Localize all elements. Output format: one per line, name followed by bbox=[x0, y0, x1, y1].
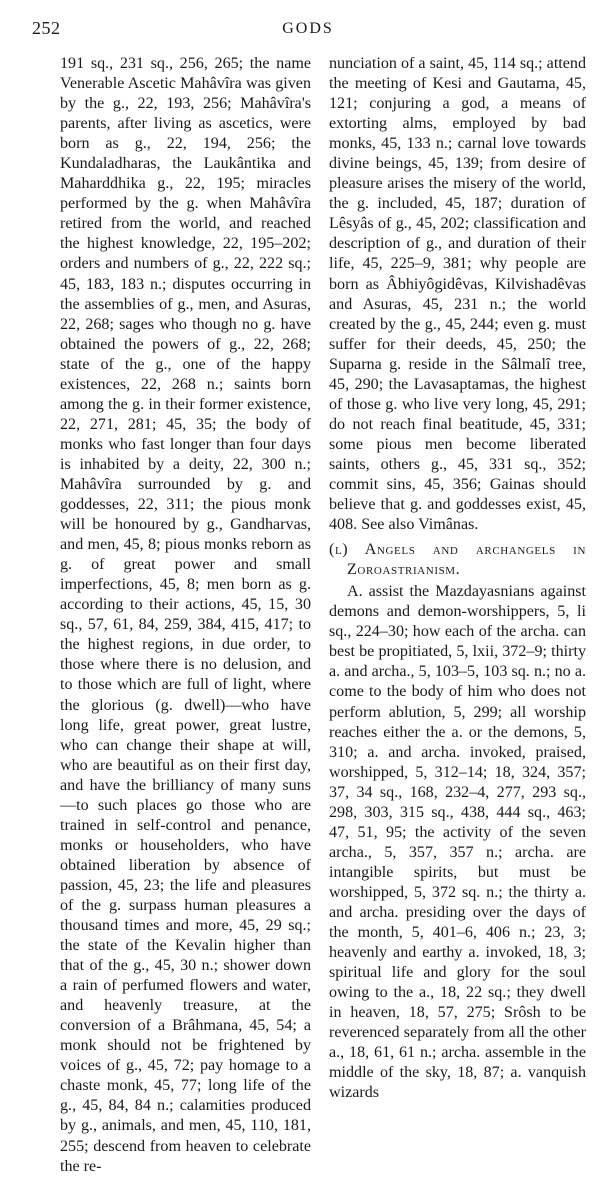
left-column bbox=[60, 54, 311, 1177]
running-title: GODS bbox=[282, 20, 334, 37]
index-entries-right: nunciation of a saint, 45, 114 sq.; attend the meeting of Kesi and Gautama, 45, 121; conjuring a god, a means of extorting alms, employed by bad monks, 45, 133 n.; carnal love towards divine beings, 45, 139; from desire of pleasure arises the misery of the world, the g. included, 45, 187; duration of Lêsyâs of g., 45, 202; classification and description of g., and duration of their life, 45, 225–9, 381; why people are born as Âbhiyôgidêvas, Kilvishadêvas and Asuras, 45, 231 n.; the world created by the g., 45, 244; even g. must suffer for their deeds, 45, 250; the Suparna g. reside in the Sâlmalî tree, 45, 290; the Lavasaptamas, the highest of those g. who live very long, 45, 291; do not reach final beatitude, 45, 331; some pious men become liberated saints, others g., 45, 331 sq., 352; commit sins, 45, 356; Gainas should believe that g. and goddesses exist, 45, 408. See also Vimânas. bbox=[329, 55, 586, 534]
section-entries: A. assist the Mazdayasnians against demons and demon-worshippers, 5, li sq., 224–30; how each of the archa. can best be propitiated, 5, lxii, 372–9; thirty a. and archa., 5, 103–5, 103 sq. n.; no a. come to the body of him who does not perform ablution, 5, 299; all worship reaches either the a. or the demons, 5, 310; a. and archa. invoked, praised, worshipped, 5, 312–14; 18, 324, 357; 37, 34 sq., 168, 232–4, 277, 293 sq., 298, 303, 315 sq., 438, 444 sq., 463; 47, 51, 95; the activity of the seven archa., 5, 357, 357 n.; archa. are intangible spirits, but must be worshipped, 5, 372 sq. n.; the thirty a. and archa. presiding over the days of the month, 5, 401–6, 406 n.; 23, 3; heavenly and earthy a. invoked, 18, 3; spiritual life and glory for the soul owing to the a., 18, 22 sq.; they dwell in heaven, 18, 57, 275; Srôsh to be reverenced separately from all the other a., 18, 61, 61 n.; archa. assemble in the middle of the sky, 18, 87; a. vanquish wizards bbox=[329, 583, 586, 1102]
section-heading: (l) Angels and archangels in Zoroastrianism. bbox=[329, 541, 586, 579]
page-number: 252 bbox=[32, 18, 61, 38]
page-header bbox=[30, 16, 586, 44]
right-column bbox=[329, 54, 586, 1103]
index-entries-left: 191 sq., 231 sq., 256, 265; the name Venerable Ascetic Mahâvîra was given by the g., 22, 193, 256; Mahâvîra's parents, after living as ascetics, were born as g., 22, 194, 256; the Kundaladharas, the Laukântika and Maharddhika g., 22, 195; miracles performed by the g. when Mahâvîra retired from the world, and reached the highest knowledge, 22, 195–202; orders and numbers of g., 22, 222 sq.; 45, 183, 183 n.; disputes occurring in the assemblies of g., men, and Asuras, 22, 268; sages who though no g. have obtained the powers of g., 22, 268; state of the g., one of the happy existences, 22, 268 n.; saints born among the g. in their former existence, 22, 271, 281; 45, 35; the body of monks who fast longer than four days is inhabited by a deity, 22, 300 n.; Mahâvîra surrounded by g. and goddesses, 22, 311; the pious monk will be honoured by g., Gandharvas, and men, 45, 8; pious monks reborn as g. of great power and small imperfections, 45, 8; men born as g. according to their actions, 45, 15, 30 sq., 57, 61, 84, 259, 384, 415, 417; to the highest regions, in due order, to those where there is no delusion, and to those which are full of light, where the glorious (g. dwell)—who have long life, great power, great lustre, who can change their shape at will, who are beautiful as on their first day, and have the brilliancy of many suns—to such places go those who are trained in self-control and penance, monks or householders, who have obtained liberation by absence of passion, 45, 23; the life and pleasures of the g. surpass human pleasures a thousand times and more, 45, 29 sq.; the state of the Kevalin higher than that of the g., 45, 30 n.; shower down a rain of perfumed flowers and water, and heavenly treasure, at the conversion of a Brâhmana, 45, 54; a monk should not be frightened by voices of g., 45, 72; pay homage to a chaste monk, 45, 77; long life of the g., 45, 84, 84 n.; calamities produced by g., animals, and men, 45, 110, 181, 255; descend from heaven to celebrate the re- bbox=[60, 55, 311, 1175]
